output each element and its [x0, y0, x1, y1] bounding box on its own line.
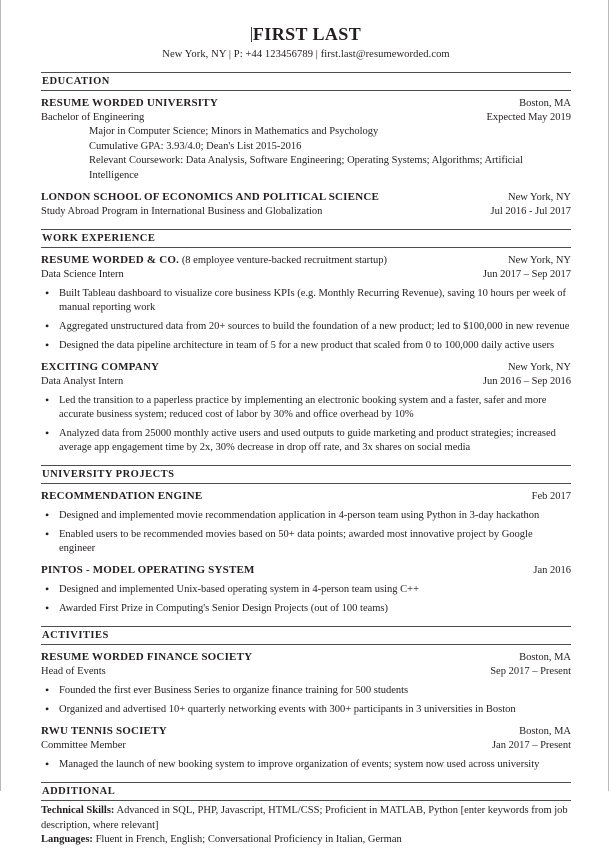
resume-entry	[41, 96, 571, 183]
entry-location: New York, NY	[507, 362, 571, 373]
entry-organization: RWU TENNIS SOCIETY	[41, 725, 167, 737]
entry-primary-row	[41, 650, 571, 665]
bullet-item: • Managed the launch of new booking system to improve organization of events; system now used across university	[41, 758, 571, 772]
entry-organization: RESUME WORDED FINANCE SOCIETY	[41, 651, 253, 663]
entry-org-wrap	[41, 489, 202, 503]
entry-organization: RESUME WORDED & CO.	[41, 254, 180, 266]
bullet-item: • Awarded First Prize in Computing's Senior Design Projects (out of 100 teams)	[41, 602, 571, 616]
entry-bullet-list	[41, 684, 571, 717]
additional-line	[41, 804, 571, 833]
detail-line: Relevant Coursework: Data Analysis, Software Engineering; Operating Systems; Algorithms; Artificial Intelligence	[89, 155, 523, 181]
additional-label: Languages:	[41, 834, 93, 845]
entry-dates: Sep 2017 – Present	[490, 666, 571, 677]
entry-primary-row	[41, 360, 571, 375]
entry-bullet-list	[41, 394, 571, 455]
resume-entry	[41, 563, 571, 616]
entry-primary-row	[41, 563, 571, 578]
entry-role: Study Abroad Program in International Business and Globalization	[41, 206, 323, 217]
entry-org-note: (8 employee venture-backed recruitment startup)	[181, 255, 388, 266]
section	[41, 229, 571, 455]
section	[41, 626, 571, 772]
resume-entry	[41, 360, 571, 455]
entry-location: Jan 2016	[533, 565, 571, 576]
entry-dates: Jul 2016 - Jul 2017	[490, 206, 571, 217]
entry-location: New York, NY	[507, 255, 571, 266]
entry-org-wrap	[41, 563, 255, 577]
entry-role: Head of Events	[41, 666, 106, 677]
entry-location: Boston, MA	[519, 652, 571, 663]
candidate-name: FIRST LAST	[252, 24, 362, 44]
entry-dates: Jun 2016 – Sep 2016	[482, 376, 571, 387]
section-body	[41, 484, 571, 616]
entry-role: Bachelor of Engineering	[41, 112, 145, 123]
resume-entry	[41, 724, 571, 772]
bullet-item: • Founded the first ever Business Series to organize finance training for 500 students	[41, 684, 571, 698]
contact-line[interactable]: New York, NY | P: +44 123456789 | first.last@resumeworded.com	[162, 49, 450, 60]
additional-label: Technical Skills:	[41, 805, 115, 816]
section-title: UNIVERSITY PROJECTS	[41, 465, 571, 484]
resume-header	[41, 0, 571, 62]
bullet-item: • Led the transition to a paperless practice by implementing an electronic booking system and a faster, safer and more accurate business system; reduced cost of labor by 30% and office overhead by 10%	[41, 394, 571, 422]
detail-line: Major in Computer Science; Minors in Mathematics and Psychology	[89, 126, 379, 137]
sections-container	[41, 72, 571, 772]
entry-organization: LONDON SCHOOL OF ECONOMICS AND POLITICAL SCIENCE	[41, 191, 380, 203]
entry-secondary-row	[41, 268, 571, 282]
candidate-name-line[interactable]	[251, 24, 361, 45]
resume-entry	[41, 190, 571, 219]
entry-primary-row	[41, 489, 571, 504]
entry-org-wrap	[41, 360, 159, 374]
section-additional	[41, 782, 571, 848]
section-title: WORK EXPERIENCE	[41, 229, 571, 248]
entry-location: Boston, MA	[519, 726, 571, 737]
entry-org-wrap	[41, 253, 387, 268]
bullet-item: • Designed the data pipeline architecture in team of 5 for a new product that scaled from 0 to 100,000 daily active users	[41, 339, 571, 353]
entry-location: Boston, MA	[519, 98, 571, 109]
entry-secondary-row	[41, 375, 571, 389]
entry-secondary-row	[41, 739, 571, 753]
entry-primary-row	[41, 96, 571, 111]
bullet-item: • Analyzed data from 25000 monthly active users and used outputs to guide marketing and product strategies; increased average app engagement time by 2x, 30% decrease in drop off rate, and 3x shares on social media	[41, 427, 571, 455]
entry-organization: EXCITING COMPANY	[41, 361, 160, 373]
entry-secondary-row	[41, 205, 571, 219]
additional-body	[41, 801, 571, 848]
entry-org-wrap	[41, 190, 379, 204]
additional-line	[41, 833, 571, 848]
entry-primary-row	[41, 253, 571, 268]
entry-detail-lines	[41, 125, 571, 183]
entry-dates: Jun 2017 – Sep 2017	[482, 269, 571, 280]
resume-entry	[41, 650, 571, 717]
entry-organization: RECOMMENDATION ENGINE	[41, 490, 203, 502]
section-title-additional: ADDITIONAL	[41, 782, 571, 801]
entry-dates: Jan 2017 – Present	[491, 740, 571, 751]
section-body	[41, 645, 571, 772]
entry-secondary-row	[41, 665, 571, 679]
section-title: ACTIVITIES	[41, 626, 571, 645]
section	[41, 72, 571, 219]
bullet-item: • Aggregated unstructured data from 20+ sources to build the foundation of a new product; led to $100,000 in new revenue	[41, 320, 571, 334]
resume-entry	[41, 253, 571, 353]
entry-dates: Expected May 2019	[486, 112, 571, 123]
resume-entry	[41, 489, 571, 556]
bullet-item: • Built Tableau dashboard to visualize core business KPIs (e.g. Monthly Recurring Revenue), saving 10 hours per week of manual reporting work	[41, 287, 571, 315]
bullet-item: • Enabled users to be recommended movies based on 50+ data points; awarded most innovative project by Google engineer	[41, 528, 571, 556]
entry-bullet-list	[41, 758, 571, 772]
resume-sheet	[28, 0, 584, 845]
entry-location: New York, NY	[507, 192, 571, 203]
entry-role: Data Analyst Intern	[41, 376, 124, 387]
additional-text: Advanced in SQL, PHP, Javascript, HTML/CSS; Proficient in MATLAB, Python [enter keywords from job description, where relevant]	[41, 805, 568, 831]
bullet-item: • Designed and implemented movie recommendation application in 4-person team using Python in 3-day hackathon	[41, 509, 571, 523]
entry-bullet-list	[41, 287, 571, 353]
text-cursor-icon	[251, 27, 252, 42]
entry-bullet-list	[41, 583, 571, 616]
entry-secondary-row	[41, 111, 571, 125]
section-title: EDUCATION	[41, 72, 571, 91]
detail-line: Cumulative GPA: 3.93/4.0; Dean's List 2015-2016	[89, 140, 302, 152]
entry-organization: RESUME WORDED UNIVERSITY	[41, 97, 218, 109]
entry-primary-row	[41, 724, 571, 739]
section-body	[41, 248, 571, 455]
section	[41, 465, 571, 616]
entry-role: Committee Member	[41, 740, 126, 751]
entry-primary-row	[41, 190, 571, 205]
entry-org-wrap	[41, 650, 252, 664]
additional-text: Fluent in French, English; Conversational Proficiency in Italian, German	[92, 834, 402, 845]
section-body	[41, 91, 571, 219]
bullet-item: • Designed and implemented Unix-based operating system in 4-person team using C++	[41, 583, 571, 597]
entry-org-wrap	[41, 724, 167, 738]
entry-role: Data Science Intern	[41, 269, 124, 280]
entry-org-wrap	[41, 96, 218, 110]
entry-bullet-list	[41, 509, 571, 556]
bullet-item: • Organized and advertised 10+ quarterly networking events with 300+ participants in 3 universities in Boston	[41, 703, 571, 717]
entry-location: Feb 2017	[531, 491, 571, 502]
entry-organization: PINTOS - MODEL OPERATING SYSTEM	[41, 564, 255, 576]
